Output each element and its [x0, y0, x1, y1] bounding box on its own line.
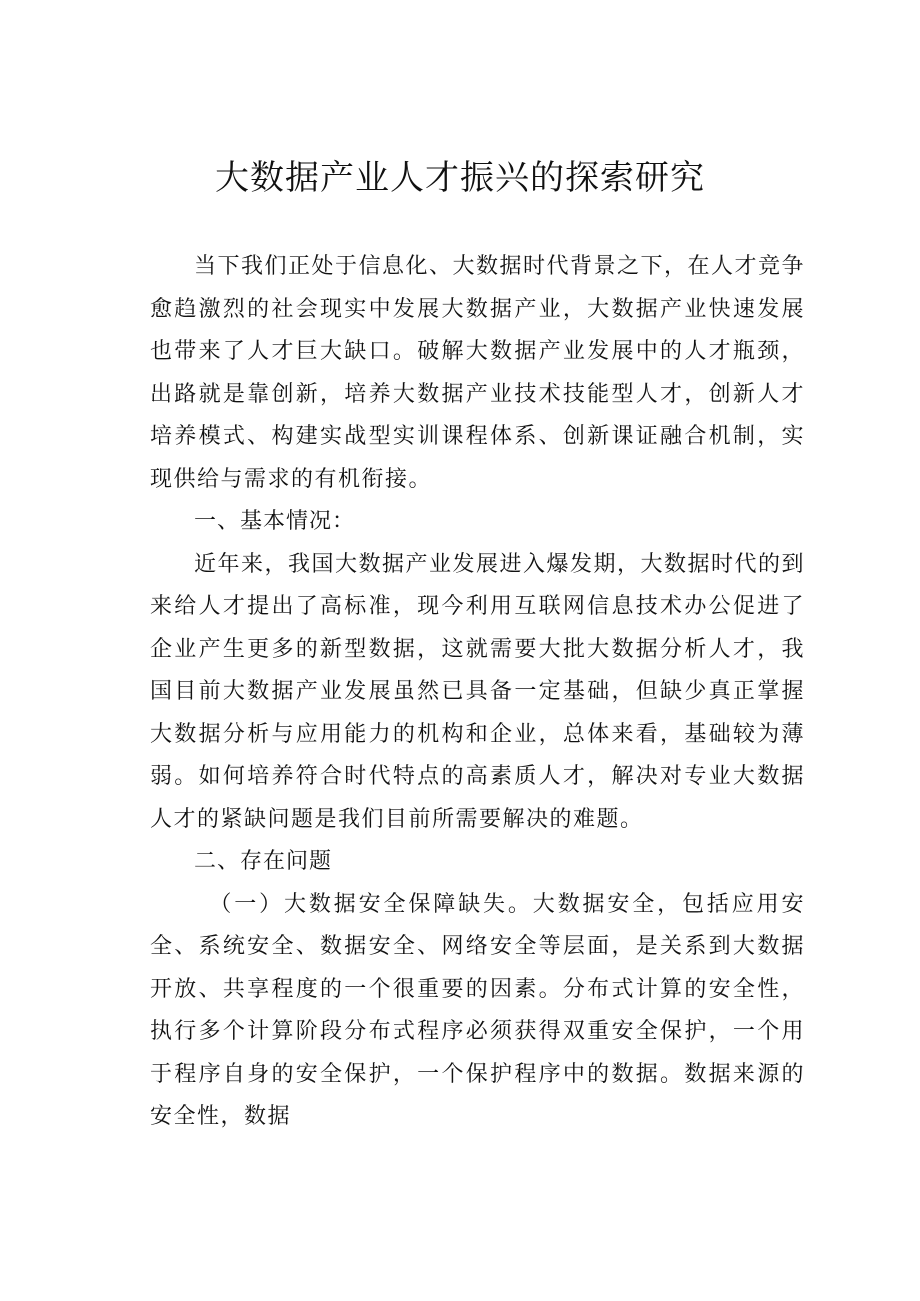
- intro-paragraph: 当下我们正处于信息化、大数据时代背景之下，在人才竞争愈趋激烈的社会现实中发展大数据产业，大数据产业快速发展也带来了人才巨大缺口。破解大数据产业发展中的人才瓶颈，出路就是靠创新，培养大数据产业技术技能型人才，创新人才培养模式、构建实战型实训课程体系、创新课证融合机制，实现供给与需求的有机衔接。: [150, 254, 806, 492]
- section-heading-basic-situation: 一、基本情况：: [194, 509, 356, 534]
- section-heading-existing-problems: 二、存在问题: [194, 849, 333, 874]
- document-body: [150, 246, 805, 1139]
- document-title: 大数据产业人才振兴的探索研究: [215, 158, 705, 198]
- basic-situation-paragraph: 近年来，我国大数据产业发展进入爆发期，大数据时代的到来给人才提出了高标准，现今利用互联网信息技术办公促进了企业产生更多的新型数据，这就需要大批大数据分析人才，我国目前大数据产业发展虽然已具备一定基础，但缺少真正掌握大数据分析与应用能力的机构和企业，总体来看，基础较为薄弱。如何培养符合时代特点的高素质人才，解决对专业大数据人才的紧缺问题是我们目前所需要解决的难题。: [150, 551, 806, 832]
- existing-problems-paragraph: （一）大数据安全保障缺失。大数据安全，包括应用安全、系统安全、数据安全、网络安全等层面，是关系到大数据开放、共享程度的一个很重要的因素。分布式计算的安全性，执行多个计算阶段分布式程序必须获得双重安全保护，一个用于程序自身的安全保护，一个保护程序中的数据。数据来源的安全性，数据: [150, 891, 805, 1129]
